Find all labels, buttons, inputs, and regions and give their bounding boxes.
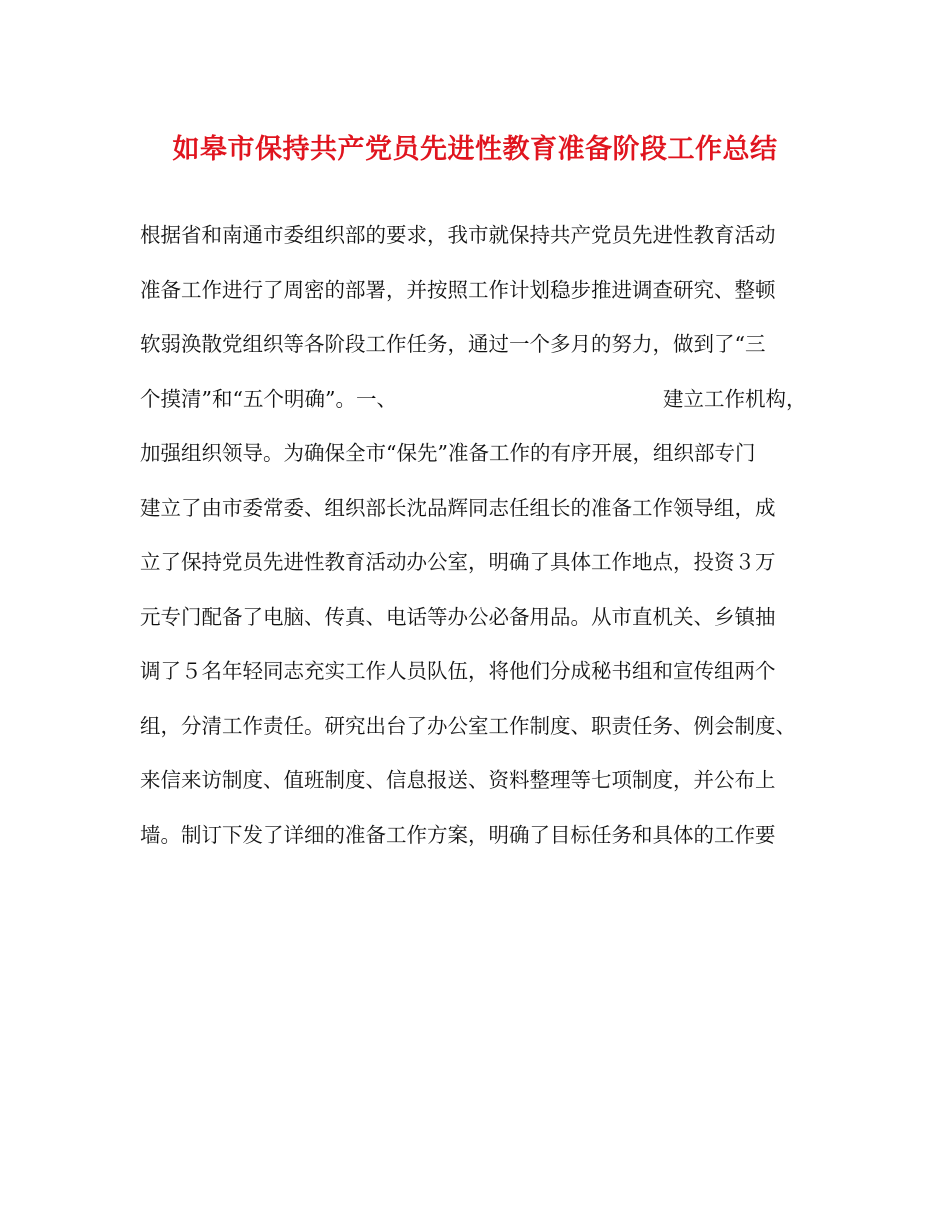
section-heading-1: 建立工作机构， <box>663 386 807 411</box>
body-line-4 <box>140 377 840 432</box>
body-line-8: 元专门配备了电脑、传真、电话等办公必备用品。从市直机关、乡镇抽 <box>140 604 776 629</box>
body-line-4-left: 个摸清”和“五个明确”。一、 <box>140 386 397 411</box>
body-line-1: 根据省和南通市委组织部的要求，我市就保持共产党员先进性教育活动 <box>140 223 776 247</box>
document-body <box>140 213 840 867</box>
body-line-7: 立了保持党员先进性教育活动办公室，明确了具体工作地点，投资３万 <box>140 550 776 574</box>
body-line-11: 来信来访制度、值班制度、信息报送、资料整理等七项制度，并公布上 <box>140 768 776 792</box>
body-line-12: 墙。制订下发了详细的准备工作方案，明确了目标任务和具体的工作要 <box>140 822 776 847</box>
body-line-9: 调了５名年轻同志充实工作人员队伍，将他们分成秘书组和宣传组两个 <box>140 659 776 683</box>
body-line-5: 加强组织领导。为确保全市“保先”准备工作的有序开展，组织部专门 <box>140 441 756 465</box>
body-line-3: 软弱涣散党组织等各阶段工作任务，通过一个多月的努力，做到了“三 <box>140 332 766 356</box>
document-title: 如皋市保持共产党员先进性教育准备阶段工作总结 <box>172 134 778 165</box>
body-line-2: 准备工作进行了周密的部署，并按照工作计划稳步推进调查研究、整顿 <box>140 277 776 302</box>
body-line-10: 组，分清工作责任。研究出台了办公室工作制度、职责任务、例会制度、 <box>140 713 796 738</box>
body-line-6: 建立了由市委常委、组织部长沈品辉同志任组长的准备工作领导组，成 <box>140 495 776 520</box>
